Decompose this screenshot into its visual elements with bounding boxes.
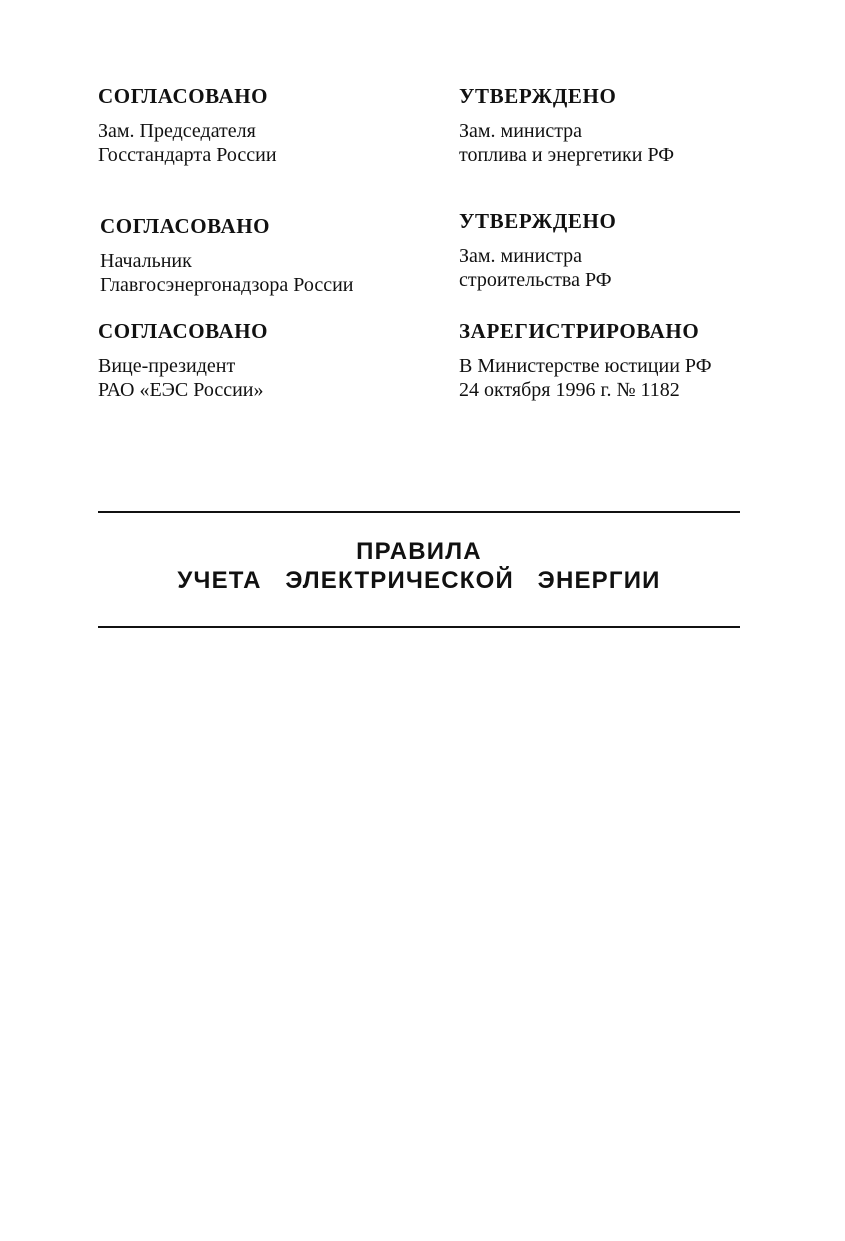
approval-block-rao-ees <box>98 319 438 402</box>
approval-body <box>98 119 438 167</box>
approval-organization: строительства РФ <box>459 269 612 291</box>
approval-organization: Главгосэнергонадзора России <box>100 274 354 296</box>
registration-heading: ЗАРЕГИСТРИРОВАНО <box>459 319 700 343</box>
approval-organization: Госстандарта России <box>98 144 277 166</box>
title-bottom-rule <box>98 626 740 628</box>
approval-body <box>98 354 438 402</box>
approval-position: Вице-президент <box>98 355 236 377</box>
approval-block-energonadzor <box>100 214 440 297</box>
approval-position: Зам. министра <box>459 245 583 267</box>
approval-organization: топлива и энергетики РФ <box>459 144 675 166</box>
document-title-line-1: ПРАВИЛА <box>356 538 482 565</box>
registration-block-justice-ministry <box>459 319 819 402</box>
approval-block-fuel-energy-ministry <box>459 84 799 167</box>
title-top-rule <box>98 511 740 513</box>
approval-organization: РАО «ЕЭС России» <box>98 379 264 401</box>
approval-heading: СОГЛАСОВАНО <box>98 319 269 343</box>
approval-block-gosstandart <box>98 84 438 167</box>
approval-position: Зам. министра <box>459 120 583 142</box>
registration-date-number: 24 октября 1996 г. № 1182 <box>459 379 680 401</box>
approval-body <box>459 119 799 167</box>
approval-block-construction-ministry <box>459 209 799 292</box>
approval-position: Зам. Председателя <box>98 120 256 142</box>
approval-heading: УТВЕРЖДЕНО <box>459 84 617 108</box>
approval-heading: УТВЕРЖДЕНО <box>459 209 617 233</box>
approval-body <box>100 249 440 297</box>
document-title-line-2: УЧЕТА ЭЛЕКТРИЧЕСКОЙ ЭНЕРГИИ <box>177 567 661 594</box>
approval-body <box>459 244 799 292</box>
approval-heading: СОГЛАСОВАНО <box>100 214 271 238</box>
registration-body <box>459 354 819 402</box>
approval-heading: СОГЛАСОВАНО <box>98 84 269 108</box>
registration-authority: В Министерстве юстиции РФ <box>459 355 712 377</box>
approval-position: Начальник <box>100 250 192 272</box>
document-title <box>98 537 740 595</box>
